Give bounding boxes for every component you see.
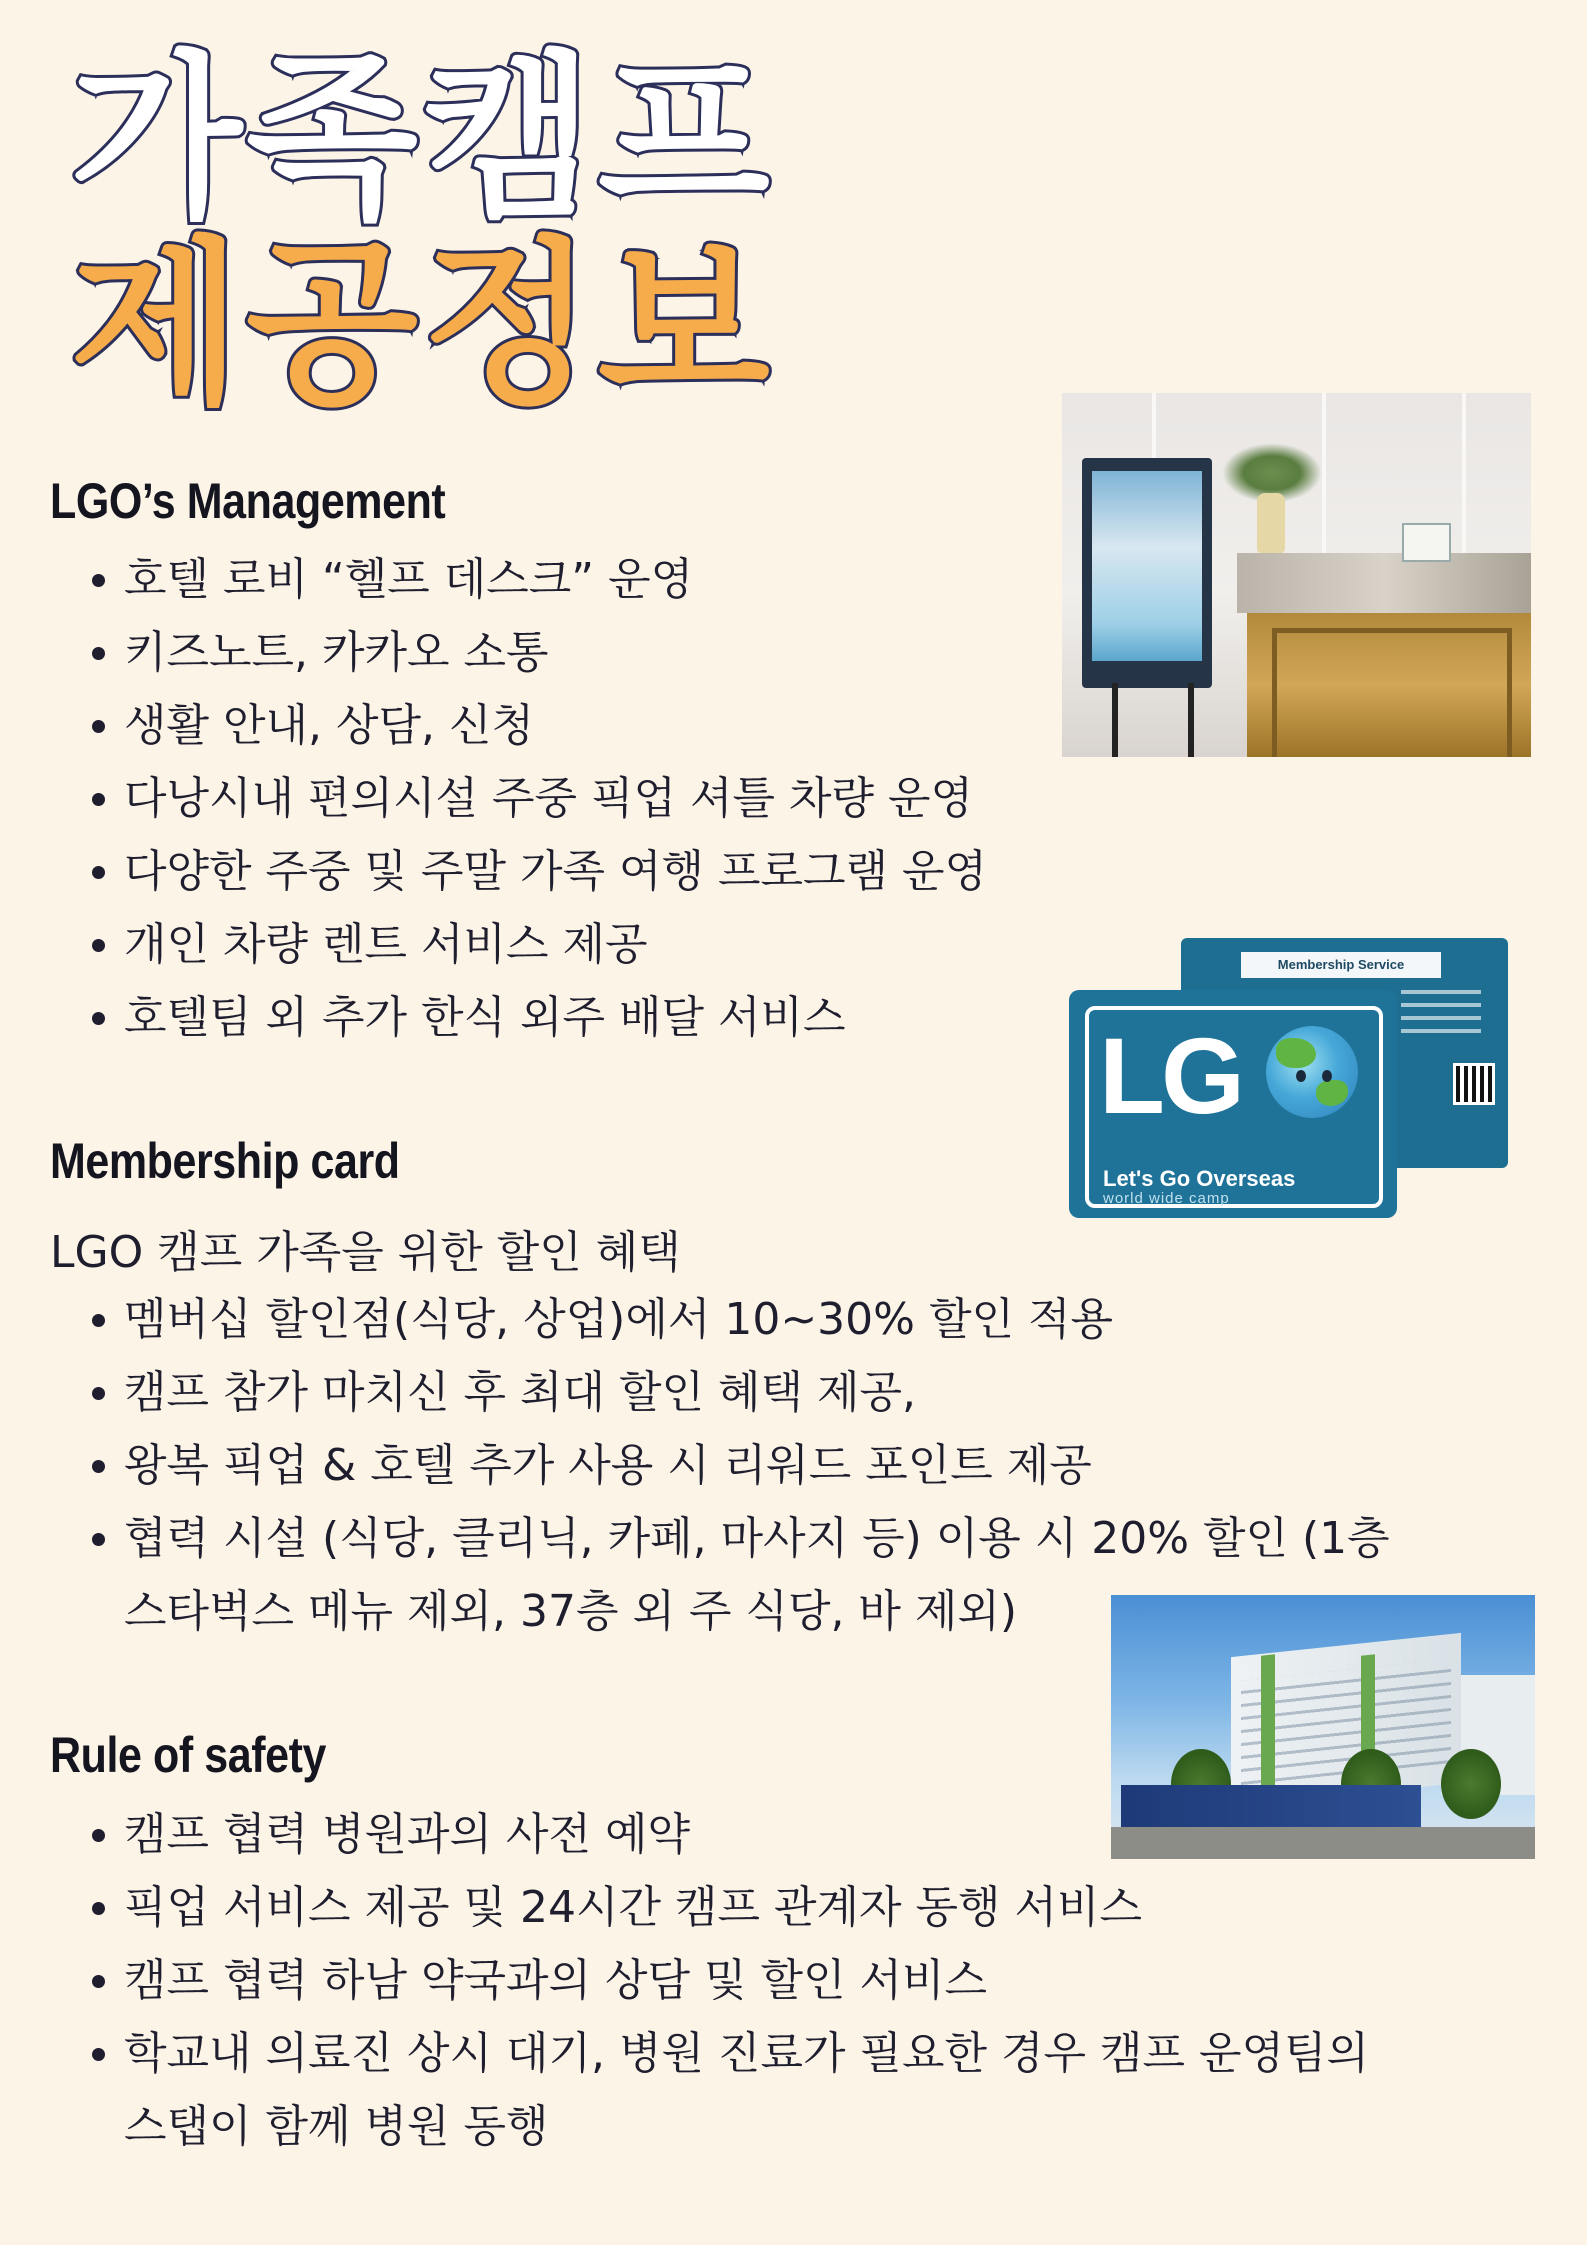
- list-item: 생활 안내, 상담, 신청: [88, 689, 987, 762]
- list-item: 픽업 서비스 제공 및 24시간 캠프 관계자 동행 서비스: [88, 1871, 1369, 1944]
- list-item: 왕복 픽업 & 호텔 추가 사용 시 리워드 포인트 제공: [88, 1429, 1390, 1502]
- membership-card-image: [1069, 938, 1509, 1218]
- membership-card-front: [1069, 990, 1397, 1218]
- list-item-line: 스타벅스 메뉴 제외, 37층 외 주 식당, 바 제외): [124, 1586, 1018, 1637]
- list-item: 멤버십 할인점(식당, 상업)에서 10~30% 할인 적용: [88, 1283, 1390, 1356]
- qr-code-icon: [1453, 1063, 1495, 1105]
- membership-intro: LGO 캠프 가족을 위한 할인 혜택: [50, 1227, 681, 1278]
- list-item: [88, 2017, 1369, 2163]
- lgo-logo: LG: [1099, 1015, 1241, 1136]
- globe-mascot-icon: [1266, 1026, 1358, 1118]
- list-item: 호텔 로비 “헬프 데스크” 운영: [88, 543, 987, 616]
- list-item-line: 스탭이 함께 병원 동행: [124, 2101, 549, 2152]
- membership-list: [88, 1283, 1390, 1648]
- help-desk-photo: [1062, 393, 1531, 757]
- list-item: 호텔팀 외 추가 한식 외주 배달 서비스: [88, 981, 987, 1054]
- list-item: 캠프 협력 하남 약국과의 상담 및 할인 서비스: [88, 1944, 1369, 2017]
- list-item: 개인 차량 렌트 서비스 제공: [88, 908, 987, 981]
- management-heading: LGO’s Management: [50, 473, 446, 529]
- card-tagline: Let's Go Overseas: [1103, 1166, 1296, 1191]
- list-item: 키즈노트, 카카오 소통: [88, 616, 987, 689]
- safety-list: [88, 1798, 1369, 2163]
- list-item: 다낭시내 편의시설 주중 픽업 셔틀 차량 운영: [88, 762, 987, 835]
- card-back-banner: Membership Service: [1241, 952, 1441, 978]
- list-item-line: 협력 시설 (식당, 클리닉, 카페, 마사지 등) 이용 시 20% 할인 (1층: [124, 1513, 1390, 1564]
- management-list: [88, 543, 987, 1054]
- safety-heading: Rule of safety: [50, 1727, 326, 1783]
- list-item: 캠프 협력 병원과의 사전 예약: [88, 1798, 1369, 1871]
- list-item: 캠프 참가 마치신 후 최대 할인 혜택 제공,: [88, 1356, 1390, 1429]
- list-item-line: 학교내 의료진 상시 대기, 병원 진료가 필요한 경우 캠프 운영팀의: [124, 2028, 1369, 2079]
- page-title-line1: 가족캠프: [70, 35, 774, 242]
- membership-heading: Membership card: [50, 1133, 400, 1189]
- card-subtitle: world wide camp: [1103, 1190, 1230, 1207]
- page-title-line2: 제공정보: [70, 221, 774, 428]
- list-item: 다양한 주중 및 주말 가족 여행 프로그램 운영: [88, 835, 987, 908]
